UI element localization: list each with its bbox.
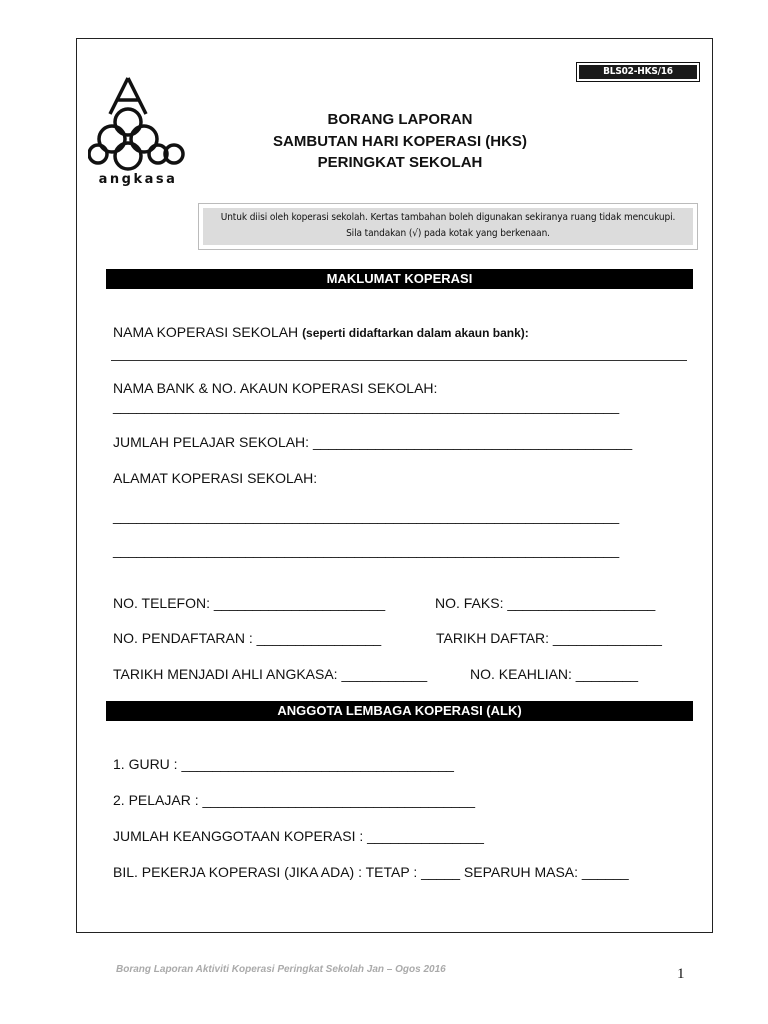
footer-text: Borang Laporan Aktiviti Koperasi Peringkat Sekolah Jan – Ogos 2016	[116, 964, 446, 975]
form-code: BLS02-HKS/16	[579, 65, 697, 79]
nama-koperasi-text: NAMA KOPERASI SEKOLAH	[113, 324, 303, 340]
alamat-field-1[interactable]: _________________________________________________________________	[113, 508, 620, 524]
alamat-field-2[interactable]: _________________________________________________________________	[113, 542, 620, 558]
instruction-line-1: Untuk diisi oleh koperasi sekolah. Kertas tambahan boleh digunakan sekiranya ruang tidak mencukupi.	[220, 212, 676, 223]
instruction-line-2: Sila tandakan (√) pada kotak yang berkenaan.	[346, 228, 550, 239]
page-number: 1	[677, 966, 685, 982]
form-code-box	[576, 62, 700, 82]
alamat-label: ALAMAT KOPERASI SEKOLAH:	[113, 470, 318, 486]
title-line-3: PERINGKAT SEKOLAH	[317, 154, 483, 171]
nama-bank-label: NAMA BANK & NO. AKAUN KOPERASI SEKOLAH:	[113, 380, 438, 396]
tarikh-daftar-field[interactable]: TARIKH DAFTAR: ______________	[436, 630, 662, 646]
nama-koperasi-colon: :	[524, 326, 529, 340]
title-line-1: BORANG LAPORAN	[327, 111, 473, 128]
pelajar-field[interactable]: 2. PELAJAR : ___________________________________	[113, 792, 475, 808]
jumlah-keanggotaan-field[interactable]: JUMLAH KEANGGOTAAN KOPERASI : _______________	[113, 828, 484, 844]
instruction-text	[203, 208, 693, 245]
nama-bank-field[interactable]: _________________________________________________________________	[113, 398, 620, 414]
no-keahlian-field[interactable]: NO. KEAHLIAN: ________	[470, 666, 639, 682]
jumlah-pelajar-field[interactable]: JUMLAH PELAJAR SEKOLAH: _________________________________________	[113, 434, 633, 450]
angkasa-logo	[88, 74, 192, 192]
nama-koperasi-subtext: (seperti didaftarkan dalam akaun bank)	[302, 326, 525, 340]
telefon-field[interactable]: NO. TELEFON: ______________________	[113, 595, 386, 611]
instruction-box	[198, 203, 698, 250]
logo-text: angkasa	[98, 172, 178, 187]
faks-field[interactable]: NO. FAKS: ___________________	[435, 595, 656, 611]
tarikh-ahli-field[interactable]: TARIKH MENJADI AHLI ANGKASA: ___________	[113, 666, 428, 682]
bil-pekerja-field[interactable]: BIL. PEKERJA KOPERASI (JIKA ADA) : TETAP : _____ SEPARUH MASA: ______	[113, 864, 629, 880]
guru-field[interactable]: 1. GURU : ___________________________________	[113, 756, 454, 772]
nama-koperasi-label	[113, 324, 529, 340]
section-header-alk: ANGGOTA LEMBAGA KOPERASI (ALK)	[106, 701, 693, 721]
title-line-2: SAMBUTAN HARI KOPERASI (HKS)	[273, 133, 527, 150]
section-header-maklumat: MAKLUMAT KOPERASI	[106, 269, 693, 289]
pendaftaran-field[interactable]: NO. PENDAFTARAN : ________________	[113, 630, 382, 646]
nama-koperasi-field[interactable]	[111, 360, 687, 361]
angkasa-logo-icon	[88, 74, 188, 174]
